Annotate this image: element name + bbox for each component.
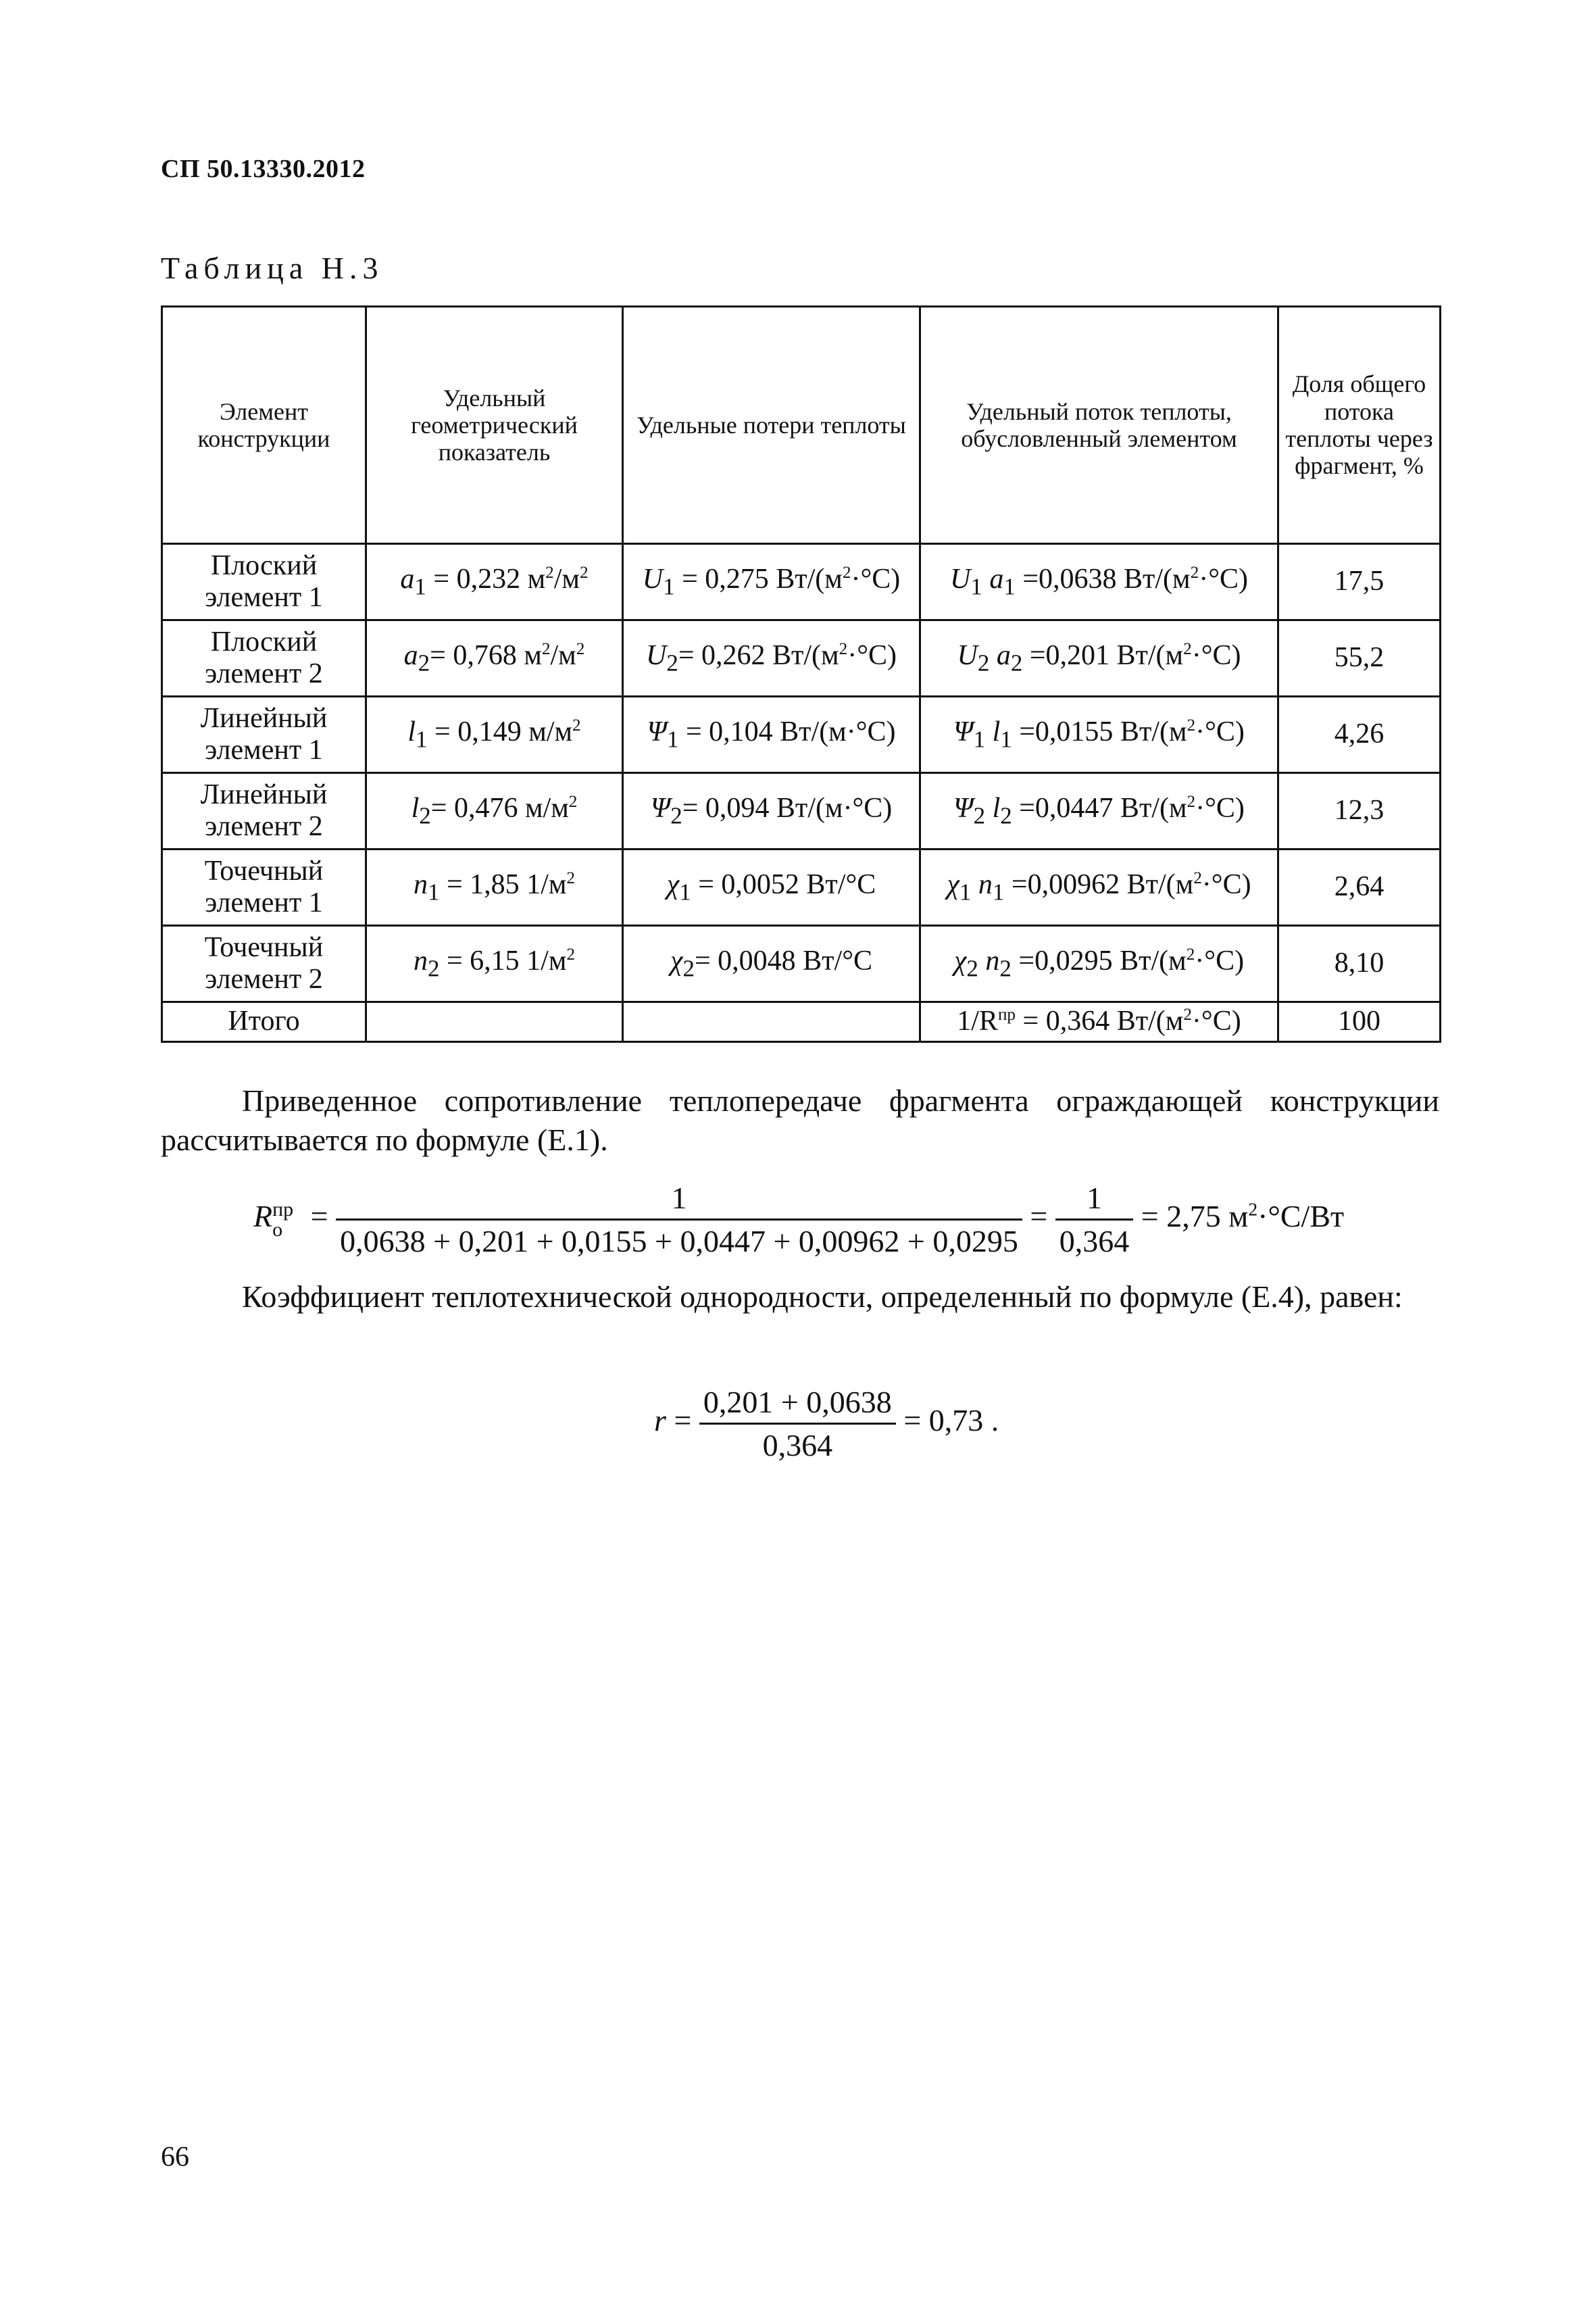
losses-var: Ψ (650, 793, 671, 824)
flow-tail: ·°С) (1195, 793, 1245, 824)
table-title: Таблица Н.3 (161, 251, 384, 285)
losses-sup: 2 (842, 564, 851, 583)
losses-tail: ·°С) (847, 640, 897, 672)
cell-geometric-indicator (366, 773, 623, 850)
cell-heat-losses (623, 620, 920, 697)
flow-sup: 2 (1193, 869, 1202, 888)
flow-sup: 2 (1187, 716, 1196, 735)
geometric-sub: 1 (416, 726, 428, 753)
formula2-lhs: r (654, 1403, 666, 1438)
flow-sup: 2 (1190, 564, 1199, 583)
table-row (162, 544, 1441, 620)
element-name: Линейный элемент 1 (200, 702, 328, 766)
cell-share (1278, 697, 1441, 773)
flow-var: U (957, 640, 978, 672)
formula2-fraction (699, 1384, 896, 1463)
geometric-value: = 1,85 1/м (439, 869, 567, 901)
formula1-result-sup: 2 (1248, 1198, 1258, 1220)
formula2-denominator: 0,364 (699, 1423, 896, 1463)
table-row (162, 773, 1441, 850)
flow-var-2: l (985, 793, 1001, 824)
formula-uniformity (654, 1384, 999, 1463)
cell-element (162, 850, 366, 926)
formula1-result-unit: ·°С/Вт (1257, 1199, 1345, 1234)
geometric-value: = 0,149 м/м (427, 716, 573, 748)
table-total-row (162, 1002, 1441, 1042)
flow-sup: 2 (1186, 945, 1195, 964)
formula2-equals: = (674, 1403, 692, 1438)
total-flow-sup-2: 2 (1183, 1006, 1192, 1025)
table-header-row (162, 307, 1441, 544)
geometric-tail: /м (553, 564, 580, 595)
cell-geometric-indicator (366, 544, 623, 620)
formula1-result: = 2,75 м (1141, 1199, 1249, 1234)
cell-geometric-indicator (366, 620, 623, 697)
cell-heat-flow (920, 544, 1278, 620)
cell-empty (366, 1002, 623, 1042)
losses-value: = 0,104 Вт/(м·°С) (678, 716, 896, 748)
flow-value: =0,201 Вт/(м (1022, 640, 1184, 672)
flow-value: =0,00962 Вт/(м (1004, 869, 1194, 901)
geometric-var: l (411, 793, 420, 824)
cell-element (162, 544, 366, 620)
table-row (162, 926, 1441, 1002)
share-value: 17,5 (1334, 566, 1385, 597)
geometric-sup: 2 (541, 640, 551, 659)
geometric-var: a (403, 640, 418, 672)
cell-geometric-indicator (366, 850, 623, 926)
geometric-value: = 0,476 м/м (430, 793, 569, 824)
losses-value: = 0,262 Вт/(м (678, 640, 839, 672)
geometric-sup-2: 2 (580, 564, 589, 583)
formula1-fraction-sum (1055, 1180, 1134, 1259)
table-row (162, 620, 1441, 697)
flow-var-2: a (982, 564, 1004, 595)
share-value: 55,2 (1334, 642, 1385, 674)
cell-heat-losses (623, 697, 920, 773)
total-flow-prefix: 1/R (957, 1006, 998, 1037)
geometric-var: l (407, 716, 416, 748)
cell-empty (623, 1002, 920, 1042)
cell-total-label (162, 1002, 366, 1042)
flow-tail: ·°С) (1199, 564, 1249, 595)
geometric-sub: 1 (427, 879, 440, 906)
cell-heat-losses (623, 773, 920, 850)
losses-tail: ·°С) (851, 564, 901, 595)
cell-heat-losses (623, 544, 920, 620)
paragraph-uniformity-coefficient: Коэффициент теплотехнической однородности, определенный по формуле (Е.4), равен: (242, 1279, 1403, 1314)
share-value: 8,10 (1334, 947, 1385, 979)
flow-value: =0,0638 Вт/(м (1015, 564, 1191, 595)
formula2-result: = 0,73 . (903, 1403, 999, 1438)
losses-sub: 2 (682, 955, 695, 982)
geometric-sup: 2 (566, 945, 576, 964)
cell-element (162, 697, 366, 773)
total-flow-sup: пр (997, 1006, 1016, 1025)
flow-var: Ψ (953, 793, 974, 824)
flow-tail: ·°С) (1195, 716, 1245, 748)
formula2-numerator: 0,201 + 0,0638 (703, 1385, 892, 1419)
geometric-value: = 0,768 м (430, 640, 542, 672)
element-name: Точечный элемент 2 (204, 931, 324, 995)
flow-sub: 1 (959, 879, 972, 906)
flow-var: Ψ (953, 716, 974, 748)
losses-var: U (642, 564, 664, 595)
formula1-equals-2: = (1030, 1199, 1048, 1234)
losses-sub: 2 (666, 649, 678, 676)
formula1-fraction-main (336, 1180, 1022, 1259)
share-value: 12,3 (1334, 795, 1385, 827)
document-code: СП 50.13330.2012 (161, 155, 366, 183)
table-row (162, 697, 1441, 773)
cell-share (1278, 544, 1441, 620)
geometric-value: = 0,232 м (426, 564, 546, 595)
geometric-sub: 1 (414, 573, 426, 600)
element-name: Плоский элемент 2 (205, 626, 323, 689)
geometric-sup: 2 (566, 869, 576, 888)
geometric-sub: 2 (418, 649, 430, 676)
flow-tail: ·°С) (1191, 640, 1241, 672)
flow-value: =0,0155 Вт/(м (1012, 716, 1187, 748)
heat-loss-table (161, 305, 1441, 1043)
element-name: Линейный элемент 2 (200, 779, 328, 842)
formula1-denominator-2: 0,364 (1055, 1218, 1134, 1259)
geometric-sup: 2 (568, 793, 578, 812)
table-row (162, 850, 1441, 926)
cell-share (1278, 926, 1441, 1002)
geometric-sub: 2 (419, 802, 431, 829)
flow-sub-2: 1 (992, 879, 1005, 906)
formula1-numerator: 1 (671, 1181, 687, 1215)
cell-total-share (1278, 1002, 1441, 1042)
flow-sub-2: 2 (999, 955, 1012, 982)
flow-var-2: l (985, 716, 1001, 748)
flow-var: χ (953, 945, 967, 977)
geometric-sup-2: 2 (576, 640, 585, 659)
geometric-var: n (413, 945, 428, 977)
losses-value: = 0,275 Вт/(м (674, 564, 843, 595)
geometric-sub: 2 (427, 955, 440, 982)
losses-var: U (645, 640, 667, 672)
geometric-value: = 6,15 1/м (439, 945, 567, 977)
cell-element (162, 773, 366, 850)
share-value: 2,64 (1334, 871, 1385, 903)
cell-total-flow (920, 1002, 1278, 1042)
geometric-tail: /м (550, 640, 576, 672)
total-flow-tail: ·°С) (1191, 1006, 1241, 1037)
flow-sub: 1 (970, 573, 982, 600)
losses-value: = 0,0052 Вт/°С (691, 869, 876, 901)
losses-value: = 0,094 Вт/(м·°С) (682, 793, 893, 824)
header-geometric-indicator: Удельный геометрический показатель (366, 307, 623, 544)
losses-sub: 2 (670, 802, 682, 829)
formula1-denominator: 0,0638 + 0,201 + 0,0155 + 0,0447 + 0,00962 + 0,0295 (336, 1218, 1022, 1259)
cell-heat-flow (920, 697, 1278, 773)
flow-sub-2: 1 (1003, 573, 1016, 600)
losses-var: χ (670, 945, 683, 977)
losses-sub: 1 (663, 573, 675, 600)
flow-sub: 2 (966, 955, 978, 982)
flow-var-2: n (978, 945, 1000, 977)
flow-tail: ·°С) (1195, 945, 1245, 977)
flow-sup: 2 (1187, 793, 1196, 812)
element-name: Точечный элемент 1 (204, 855, 324, 918)
header-element: Элемент конструкции (162, 307, 366, 544)
total-flow-value: = 0,364 Вт/(м (1016, 1006, 1184, 1037)
flow-sub-2: 2 (1000, 802, 1012, 829)
flow-value: =0,0295 Вт/(м (1011, 945, 1187, 977)
flow-var-2: a (989, 640, 1011, 672)
cell-share (1278, 773, 1441, 850)
geometric-var: n (413, 869, 428, 901)
header-share: Доля общего потока теплоты через фрагмент, % (1278, 307, 1441, 544)
geometric-sup: 2 (545, 564, 554, 583)
header-heat-losses: Удельные потери теплоты (623, 307, 920, 544)
geometric-var: a (400, 564, 415, 595)
element-name: Плоский элемент 1 (205, 549, 323, 613)
cell-element (162, 620, 366, 697)
formula1-numerator-2: 1 (1087, 1181, 1103, 1215)
cell-heat-flow (920, 850, 1278, 926)
flow-var: U (949, 564, 971, 595)
cell-heat-losses (623, 850, 920, 926)
flow-var-2: n (971, 869, 993, 901)
flow-sub: 2 (973, 802, 986, 829)
paragraph-reduced-resistance: Приведенное сопротивление теплопередаче фрагмента ограждающей конструкции рассчитывается по формуле (Е.1). (161, 1083, 1439, 1157)
cell-geometric-indicator (366, 926, 623, 1002)
cell-share (1278, 850, 1441, 926)
cell-element (162, 926, 366, 1002)
formula1-lhs-var: R (253, 1199, 273, 1234)
flow-sub: 1 (973, 726, 986, 753)
share-value: 4,26 (1334, 718, 1385, 750)
flow-sup: 2 (1183, 640, 1192, 659)
flow-var: χ (947, 869, 959, 901)
flow-tail: ·°С) (1201, 869, 1251, 901)
formula1-lhs-sub: о (272, 1218, 283, 1241)
formula1-lhs-sup: пр (272, 1198, 294, 1221)
flow-sub-2: 1 (1000, 726, 1012, 753)
losses-sup: 2 (839, 640, 848, 659)
losses-sub: 1 (679, 879, 691, 906)
formula-reduced-resistance (253, 1180, 1344, 1259)
formula1-equals: = (310, 1199, 328, 1234)
total-share: 100 (1338, 1006, 1380, 1037)
flow-value: =0,0447 Вт/(м (1012, 793, 1187, 824)
cell-heat-flow (920, 620, 1278, 697)
cell-geometric-indicator (366, 697, 623, 773)
flow-sub: 2 (977, 649, 990, 676)
total-label: Итого (228, 1006, 300, 1037)
cell-heat-losses (623, 926, 920, 1002)
geometric-sup: 2 (572, 716, 581, 735)
losses-var: Ψ (647, 716, 667, 748)
cell-heat-flow (920, 773, 1278, 850)
header-heat-flow: Удельный поток теплоты, обусловленный элементом (920, 307, 1278, 544)
losses-var: χ (666, 869, 680, 901)
page-number: 66 (161, 2142, 189, 2173)
cell-heat-flow (920, 926, 1278, 1002)
cell-share (1278, 620, 1441, 697)
losses-sub: 1 (666, 726, 679, 753)
losses-value: = 0,0048 Вт/°С (694, 945, 873, 977)
flow-sub-2: 2 (1010, 649, 1023, 676)
